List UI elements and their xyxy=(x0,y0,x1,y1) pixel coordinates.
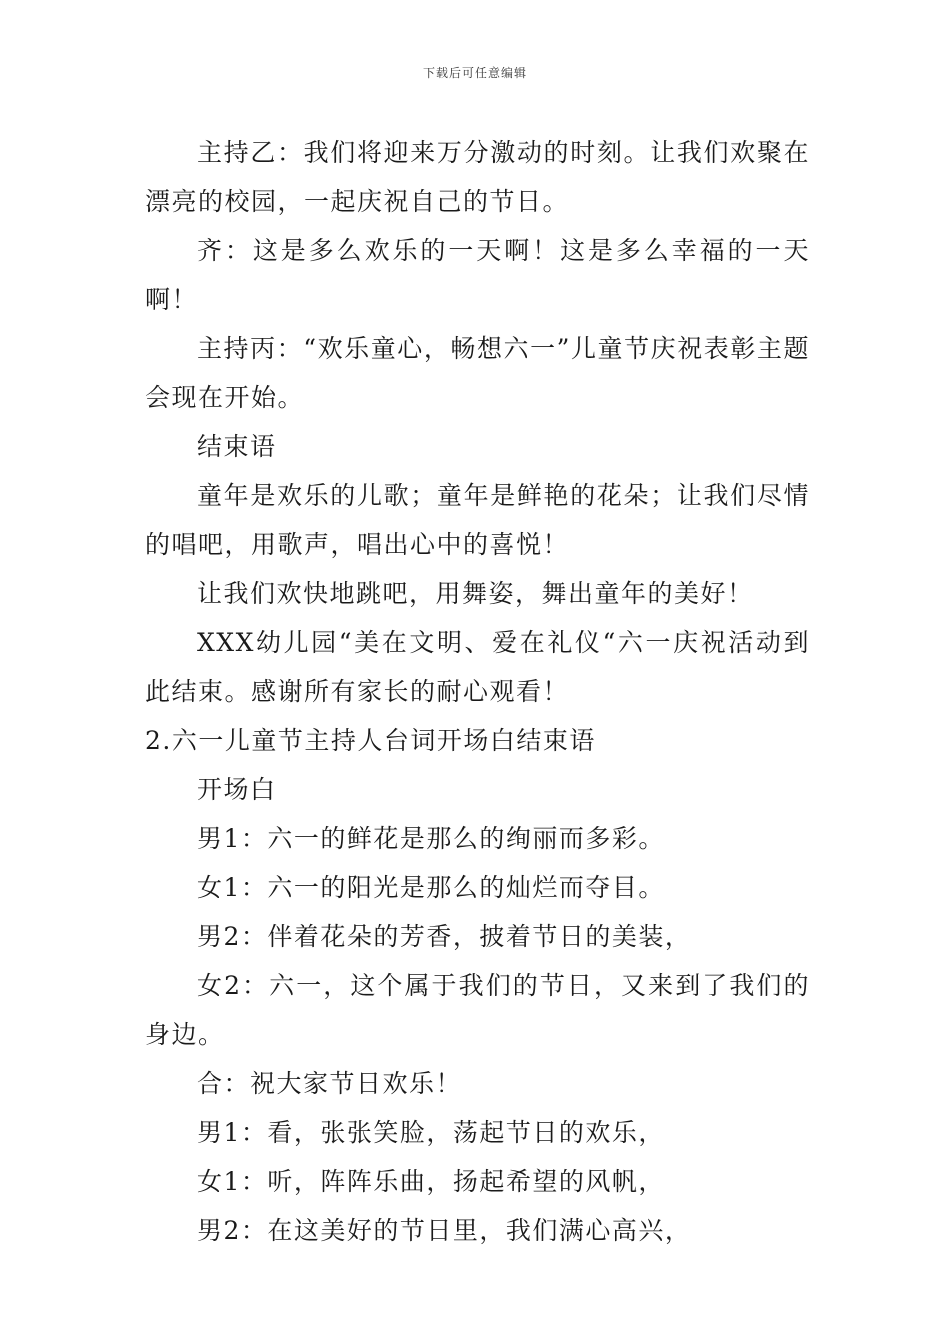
section-heading-2: 2.六一儿童节主持人台词开场白结束语 xyxy=(145,726,596,755)
line-together: 合：祝大家节日欢乐！ xyxy=(197,1069,463,1098)
paragraph-dance: 让我们欢快地跳吧，用舞姿，舞出童年的美好！ xyxy=(197,579,754,608)
heading-opening-remarks: 开场白 xyxy=(197,775,277,804)
line-female-1: 女1：六一的阳光是那么的灿烂而夺目。 xyxy=(197,873,665,902)
document-body xyxy=(145,128,810,1255)
line-male-2: 男2：伴着花朵的芳香，披着节日的美装， xyxy=(197,922,692,951)
paragraph-kindergarten-end: XXX幼儿园“美在文明、爱在礼仪“六一庆祝活动到此结束。感谢所有家长的耐心观看！ xyxy=(145,628,810,706)
paragraph-host-b: 主持乙：我们将迎来万分激动的时刻。让我们欢聚在漂亮的校园，一起庆祝自己的节日。 xyxy=(145,138,810,216)
paragraph-childhood: 童年是欢乐的儿歌；童年是鲜艳的花朵；让我们尽情的唱吧，用歌声，唱出心中的喜悦！ xyxy=(145,481,810,559)
paragraph-all-together: 齐：这是多么欢乐的一天啊！这是多么幸福的一天啊！ xyxy=(145,236,810,314)
line-male-2-festival: 男2：在这美好的节日里，我们满心高兴， xyxy=(197,1216,692,1245)
heading-closing-remarks: 结束语 xyxy=(197,432,277,461)
line-female-2: 女2：六一，这个属于我们的节日，又来到了我们的身边。 xyxy=(145,971,810,1049)
line-female-1-listen: 女1：听，阵阵乐曲，扬起希望的风帆， xyxy=(197,1167,665,1196)
paragraph-host-c: 主持丙：“欢乐童心，畅想六一”儿童节庆祝表彰主题会现在开始。 xyxy=(145,334,810,412)
line-male-1-look: 男1：看，张张笑脸，荡起节日的欢乐， xyxy=(197,1118,665,1147)
line-male-1: 男1：六一的鲜花是那么的绚丽而多彩。 xyxy=(197,824,665,853)
page-header: 下载后可任意编辑 xyxy=(422,66,527,80)
